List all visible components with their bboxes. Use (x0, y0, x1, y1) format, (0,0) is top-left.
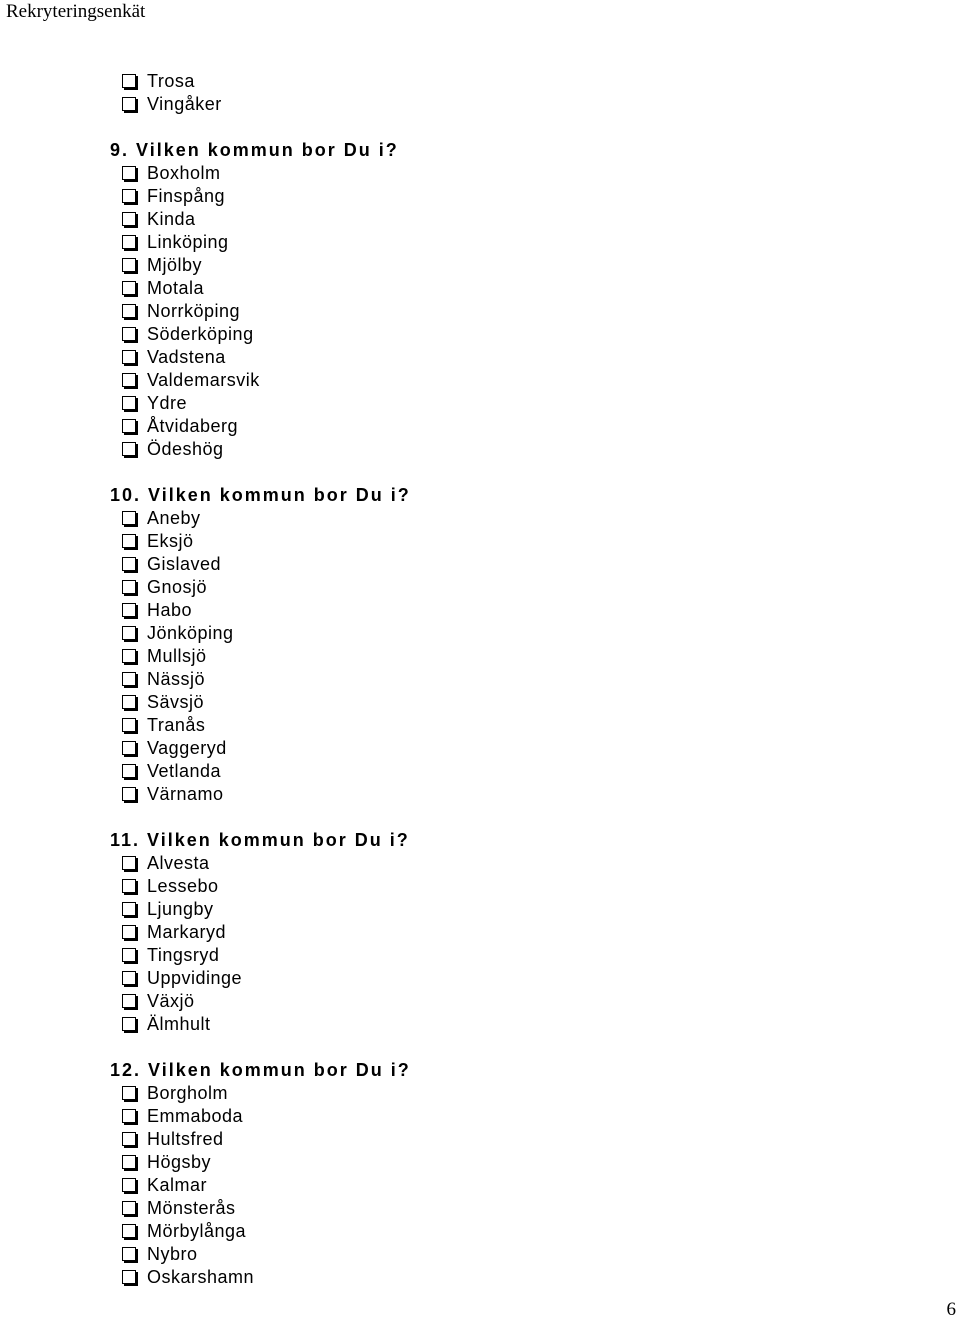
option-label: Värnamo (147, 784, 224, 804)
option-label: Hultsfred (147, 1129, 224, 1149)
option-item[interactable] (110, 691, 810, 714)
option-label: Nässjö (147, 669, 206, 689)
checkbox-icon[interactable] (122, 764, 136, 778)
option-item[interactable] (110, 185, 810, 208)
option-item[interactable] (110, 323, 810, 346)
option-item[interactable] (110, 231, 810, 254)
option-item[interactable] (110, 70, 810, 93)
option-item[interactable] (110, 162, 810, 185)
option-label: Vaggeryd (147, 738, 227, 758)
option-label: Alvesta (147, 853, 210, 873)
option-item[interactable] (110, 93, 810, 116)
checkbox-icon[interactable] (122, 97, 136, 111)
checkbox-icon[interactable] (122, 1109, 136, 1123)
option-label: Tranås (147, 715, 206, 735)
checkbox-icon[interactable] (122, 649, 136, 663)
option-label: Uppvidinge (147, 968, 243, 988)
option-item[interactable] (110, 208, 810, 231)
option-label: Lessebo (147, 876, 219, 896)
option-label: Borgholm (147, 1083, 229, 1103)
option-label: Ljungby (147, 899, 214, 919)
option-label: Nybro (147, 1244, 198, 1264)
page-header-title: Rekryteringsenkät (6, 1, 146, 22)
option-item[interactable] (110, 1197, 810, 1220)
checkbox-icon[interactable] (122, 534, 136, 548)
question-heading: 12. Vilken kommun bor Du i? (110, 1060, 411, 1080)
option-item[interactable] (110, 1174, 810, 1197)
option-item[interactable] (110, 668, 810, 691)
option-item[interactable] (110, 1243, 810, 1266)
option-label: Kinda (147, 209, 196, 229)
option-item[interactable] (110, 645, 810, 668)
option-label: Ydre (147, 393, 188, 413)
checkbox-icon[interactable] (122, 787, 136, 801)
page-number: 6 (946, 1299, 956, 1320)
option-label: Linköping (147, 232, 229, 252)
option-label: Mjölby (147, 255, 203, 275)
continued-option-list (110, 70, 810, 116)
option-item[interactable] (110, 714, 810, 737)
checkbox-icon[interactable] (122, 281, 136, 295)
option-label: Kalmar (147, 1175, 208, 1195)
option-label: Jönköping (147, 623, 234, 643)
question-section (110, 1059, 810, 1289)
option-list (110, 1082, 810, 1289)
option-item[interactable] (110, 346, 810, 369)
checkbox-icon[interactable] (122, 350, 136, 364)
option-label: Emmaboda (147, 1106, 244, 1126)
option-item[interactable] (110, 254, 810, 277)
option-label: Växjö (147, 991, 195, 1011)
checkbox-icon[interactable] (122, 212, 136, 226)
checkbox-icon[interactable] (122, 1017, 136, 1031)
option-label: Oskarshamn (147, 1267, 255, 1287)
option-item[interactable] (110, 852, 810, 875)
checkbox-icon[interactable] (122, 166, 136, 180)
question-heading: 10. Vilken kommun bor Du i? (110, 485, 411, 505)
option-label: Boxholm (147, 163, 221, 183)
checkbox-icon[interactable] (122, 741, 136, 755)
option-label: Högsby (147, 1152, 212, 1172)
checkbox-icon[interactable] (122, 971, 136, 985)
checkbox-icon[interactable] (122, 580, 136, 594)
option-label: Motala (147, 278, 205, 298)
option-item[interactable] (110, 967, 810, 990)
question-sections (110, 139, 810, 1289)
option-item[interactable] (110, 1105, 810, 1128)
option-label: Sävsjö (147, 692, 205, 712)
question-heading: 9. Vilken kommun bor Du i? (110, 140, 399, 160)
option-item[interactable] (110, 277, 810, 300)
option-item[interactable] (110, 1220, 810, 1243)
option-label: Åtvidaberg (147, 416, 239, 436)
option-list (110, 507, 810, 806)
option-item[interactable] (110, 392, 810, 415)
option-label: Trosa (147, 71, 195, 91)
option-item[interactable] (110, 1013, 810, 1036)
checkbox-icon[interactable] (122, 1086, 136, 1100)
checkbox-icon[interactable] (122, 994, 136, 1008)
option-label: Valdemarsvik (147, 370, 260, 390)
option-label: Söderköping (147, 324, 254, 344)
option-item[interactable] (110, 875, 810, 898)
option-item[interactable] (110, 1151, 810, 1174)
checkbox-icon[interactable] (122, 1132, 136, 1146)
option-item[interactable] (110, 944, 810, 967)
checkbox-icon[interactable] (122, 1178, 136, 1192)
option-item[interactable] (110, 576, 810, 599)
checkbox-icon[interactable] (122, 327, 136, 341)
option-item[interactable] (110, 300, 810, 323)
option-label: Vadstena (147, 347, 226, 367)
option-item[interactable] (110, 783, 810, 806)
checkbox-icon[interactable] (122, 925, 136, 939)
option-item[interactable] (110, 438, 810, 461)
option-label: Ödeshög (147, 439, 224, 459)
checkbox-icon[interactable] (122, 258, 136, 272)
question-section (110, 829, 810, 1036)
checkbox-icon[interactable] (122, 373, 136, 387)
option-item[interactable] (110, 990, 810, 1013)
option-label: Eksjö (147, 531, 194, 551)
checkbox-icon[interactable] (122, 902, 136, 916)
option-item[interactable] (110, 599, 810, 622)
option-list (110, 162, 810, 461)
checkbox-icon[interactable] (122, 1155, 136, 1169)
checkbox-icon[interactable] (122, 948, 136, 962)
option-item[interactable] (110, 507, 810, 530)
option-label: Vingåker (147, 94, 222, 114)
option-label: Gnosjö (147, 577, 208, 597)
option-label: Markaryd (147, 922, 227, 942)
option-label: Älmhult (147, 1014, 211, 1034)
option-item[interactable] (110, 921, 810, 944)
option-list (110, 852, 810, 1036)
option-item[interactable] (110, 415, 810, 438)
checkbox-icon[interactable] (122, 74, 136, 88)
checkbox-icon[interactable] (122, 396, 136, 410)
checkbox-icon[interactable] (122, 235, 136, 249)
option-item[interactable] (110, 1082, 810, 1105)
option-label: Vetlanda (147, 761, 222, 781)
checkbox-icon[interactable] (122, 695, 136, 709)
option-item[interactable] (110, 622, 810, 645)
checkbox-icon[interactable] (122, 419, 136, 433)
option-label: Finspång (147, 186, 226, 206)
option-label: Mörbylånga (147, 1221, 247, 1241)
checkbox-icon[interactable] (122, 442, 136, 456)
checkbox-icon[interactable] (122, 603, 136, 617)
option-label: Norrköping (147, 301, 241, 321)
checkbox-icon[interactable] (122, 856, 136, 870)
option-item[interactable] (110, 530, 810, 553)
option-label: Tingsryd (147, 945, 220, 965)
checkbox-icon[interactable] (122, 879, 136, 893)
checkbox-icon[interactable] (122, 718, 136, 732)
checkbox-icon[interactable] (122, 189, 136, 203)
checkbox-icon[interactable] (122, 672, 136, 686)
option-item[interactable] (110, 760, 810, 783)
option-item[interactable] (110, 1128, 810, 1151)
checkbox-icon[interactable] (122, 1247, 136, 1261)
option-label: Mullsjö (147, 646, 207, 666)
checkbox-icon[interactable] (122, 511, 136, 525)
question-heading: 11. Vilken kommun bor Du i? (110, 830, 410, 850)
option-item[interactable] (110, 1266, 810, 1289)
option-item[interactable] (110, 369, 810, 392)
question-section (110, 139, 810, 461)
option-label: Mönsterås (147, 1198, 236, 1218)
checkbox-icon[interactable] (122, 1201, 136, 1215)
question-section (110, 484, 810, 806)
checkbox-icon[interactable] (122, 1270, 136, 1284)
option-label: Habo (147, 600, 193, 620)
option-label: Aneby (147, 508, 201, 528)
survey-content (110, 70, 810, 1289)
checkbox-icon[interactable] (122, 1224, 136, 1238)
option-item[interactable] (110, 553, 810, 576)
checkbox-icon[interactable] (122, 626, 136, 640)
checkbox-icon[interactable] (122, 304, 136, 318)
option-label: Gislaved (147, 554, 222, 574)
option-item[interactable] (110, 737, 810, 760)
checkbox-icon[interactable] (122, 557, 136, 571)
option-item[interactable] (110, 898, 810, 921)
